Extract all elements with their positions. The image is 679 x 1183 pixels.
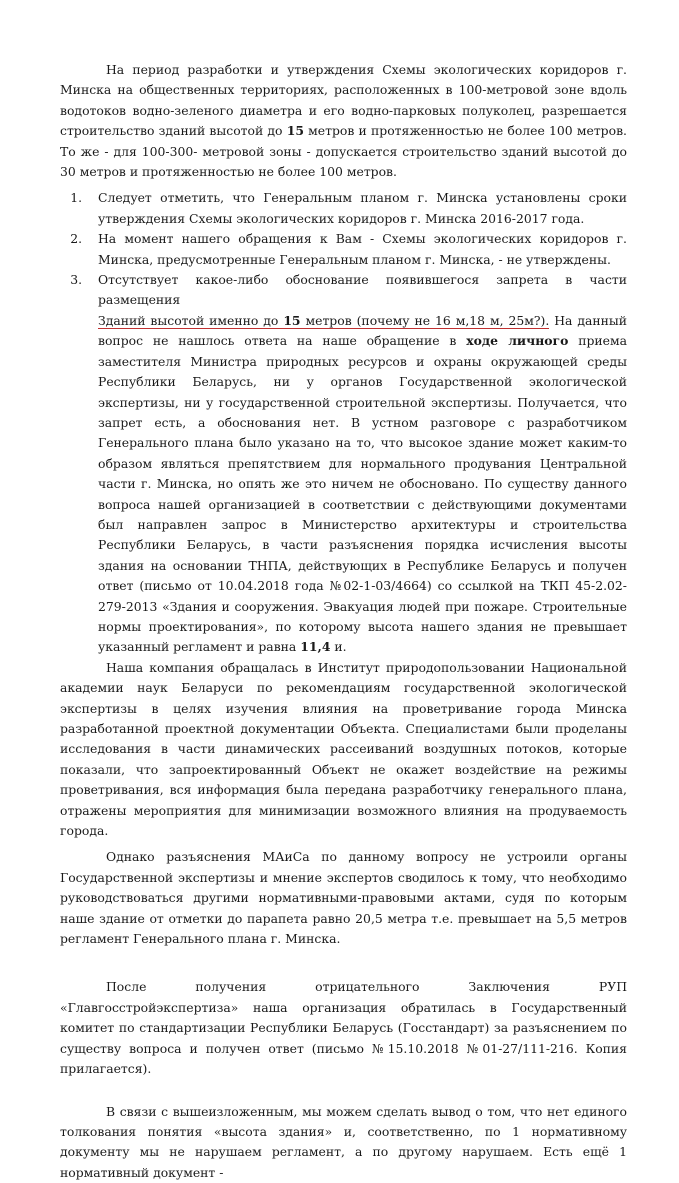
paragraph-maisa: Однако разъяснения МАиСа по данному вопросу не устроили органы Государственной экспертизы и мнение экспертов сводилось к тому, что необходимо руководствоваться другими нормативными-правовыми актами, судя по которым наше здание от отметки до парапета равно 20,5 метра т.е. превышает на 5,5 метров регламент Генерального плана г. Минска. (60, 847, 627, 949)
list-item-1: 1. Следует отметить, что Генеральным планом г. Минска установлены сроки утверждения Схемы экологических коридоров г. Минска 2016-2017 года. (86, 188, 627, 229)
paragraph-institute: Наша компания обращалась в Институт природопользовании Национальной академии наук Беларуси по рекомендациям государственной экологической экспертизы в целях изучения влияния на проветривание города Минска разработанной проектной документации Объекта. Специалистами были проделаны исследования в части динамических рассеиваний воздушных потоков, которые показали, что запроектированный Объект не окажет воздействие на режимы проветривания, вся информация была передана разработчику генерального плана, отражены мероприятия для минимизации возможного влияния на продуваемость города. (60, 658, 627, 842)
list-item-3: 3. Отсутствует какое-либо обоснование появившегося запрета в части размещения (86, 270, 627, 311)
list-item-2: 2. На момент нашего обращения к Вам - Схемы экологических коридоров г. Минска, предусмотренные Генеральным планом г. Минска, - не утверждены. (86, 229, 627, 270)
underlined-height-question: Зданий высотой именно до 15 метров (почему не 16 м,18 м, 25м?). (98, 313, 549, 329)
paragraph-height-question: Зданий высотой именно до 15 метров (почему не 16 м,18 м, 25м?). На данный вопрос не нашлось ответа на наше обращение в ходе личного приема заместителя Министра природных ресурсов и охраны окружающей среды Республики Беларусь, ни у органов Государственной экологической экспертизы, ни у государственной строительной экспертизы. Получается, что запрет есть, а обоснования нет. В устном разговоре с разработчиком Генерального плана было указано на то, что высокое здание может каким-то образом являться препятствием для нормального продувания Центральной части г. Минска, но опять же это ничем не обосновано. По существу данного вопроса нашей организацией в соответствии с действующими документами был направлен запрос в Министерство архитектуры и строительства Республики Беларусь, в части разъяснения порядка исчисления высоты здания на основании ТНПА, действующих в Республике Беларусь и получен ответ (письмо от 10.04.2018 года №02-1-03/4664) со ссылкой на ТКП 45-2.02-279-2013 «Здания и сооружения. Эвакуация людей при пожаре. Строительные нормы проектирования», по которому высота нашего здания не превышает указанный регламент и равна 11,4 и. (98, 311, 627, 658)
numbered-list (60, 188, 627, 310)
paragraph-intro: На период разработки и утверждения Схемы экологических коридоров г. Минска на общественных территориях, расположенных в 100-метровой зоне вдоль водотоков водно-зеленого диаметра и его водно-парковых полуколец, разрешается строительство зданий высотой до 15 метров и протяженностью не более 100 метров. То же - для 100-300- метровой зоны - допускается строительство зданий высотой до 30 метров и протяженностью не более 100 метров. (60, 60, 627, 182)
paragraph-gosstandart: После получения отрицательного Заключения РУП «Главгосстройэкспертиза» наша организация обратилась в Государственный комитет по стандартизации Республики Беларусь (Госстандарт) за разъяснением по существу вопроса и получен ответ (письмо №15.10.2018 №01-27/111-216. Копия прилагается). (60, 977, 627, 1079)
paragraph-conclusion: В связи с вышеизложенным, мы можем сделать вывод о том, что нет единого толкования понятия «высота здания» и, соответственно, по 1 нормативному документу мы не нарушаем регламент, а по другому нарушаем. Есть ещё 1 нормативный документ - (60, 1102, 627, 1183)
